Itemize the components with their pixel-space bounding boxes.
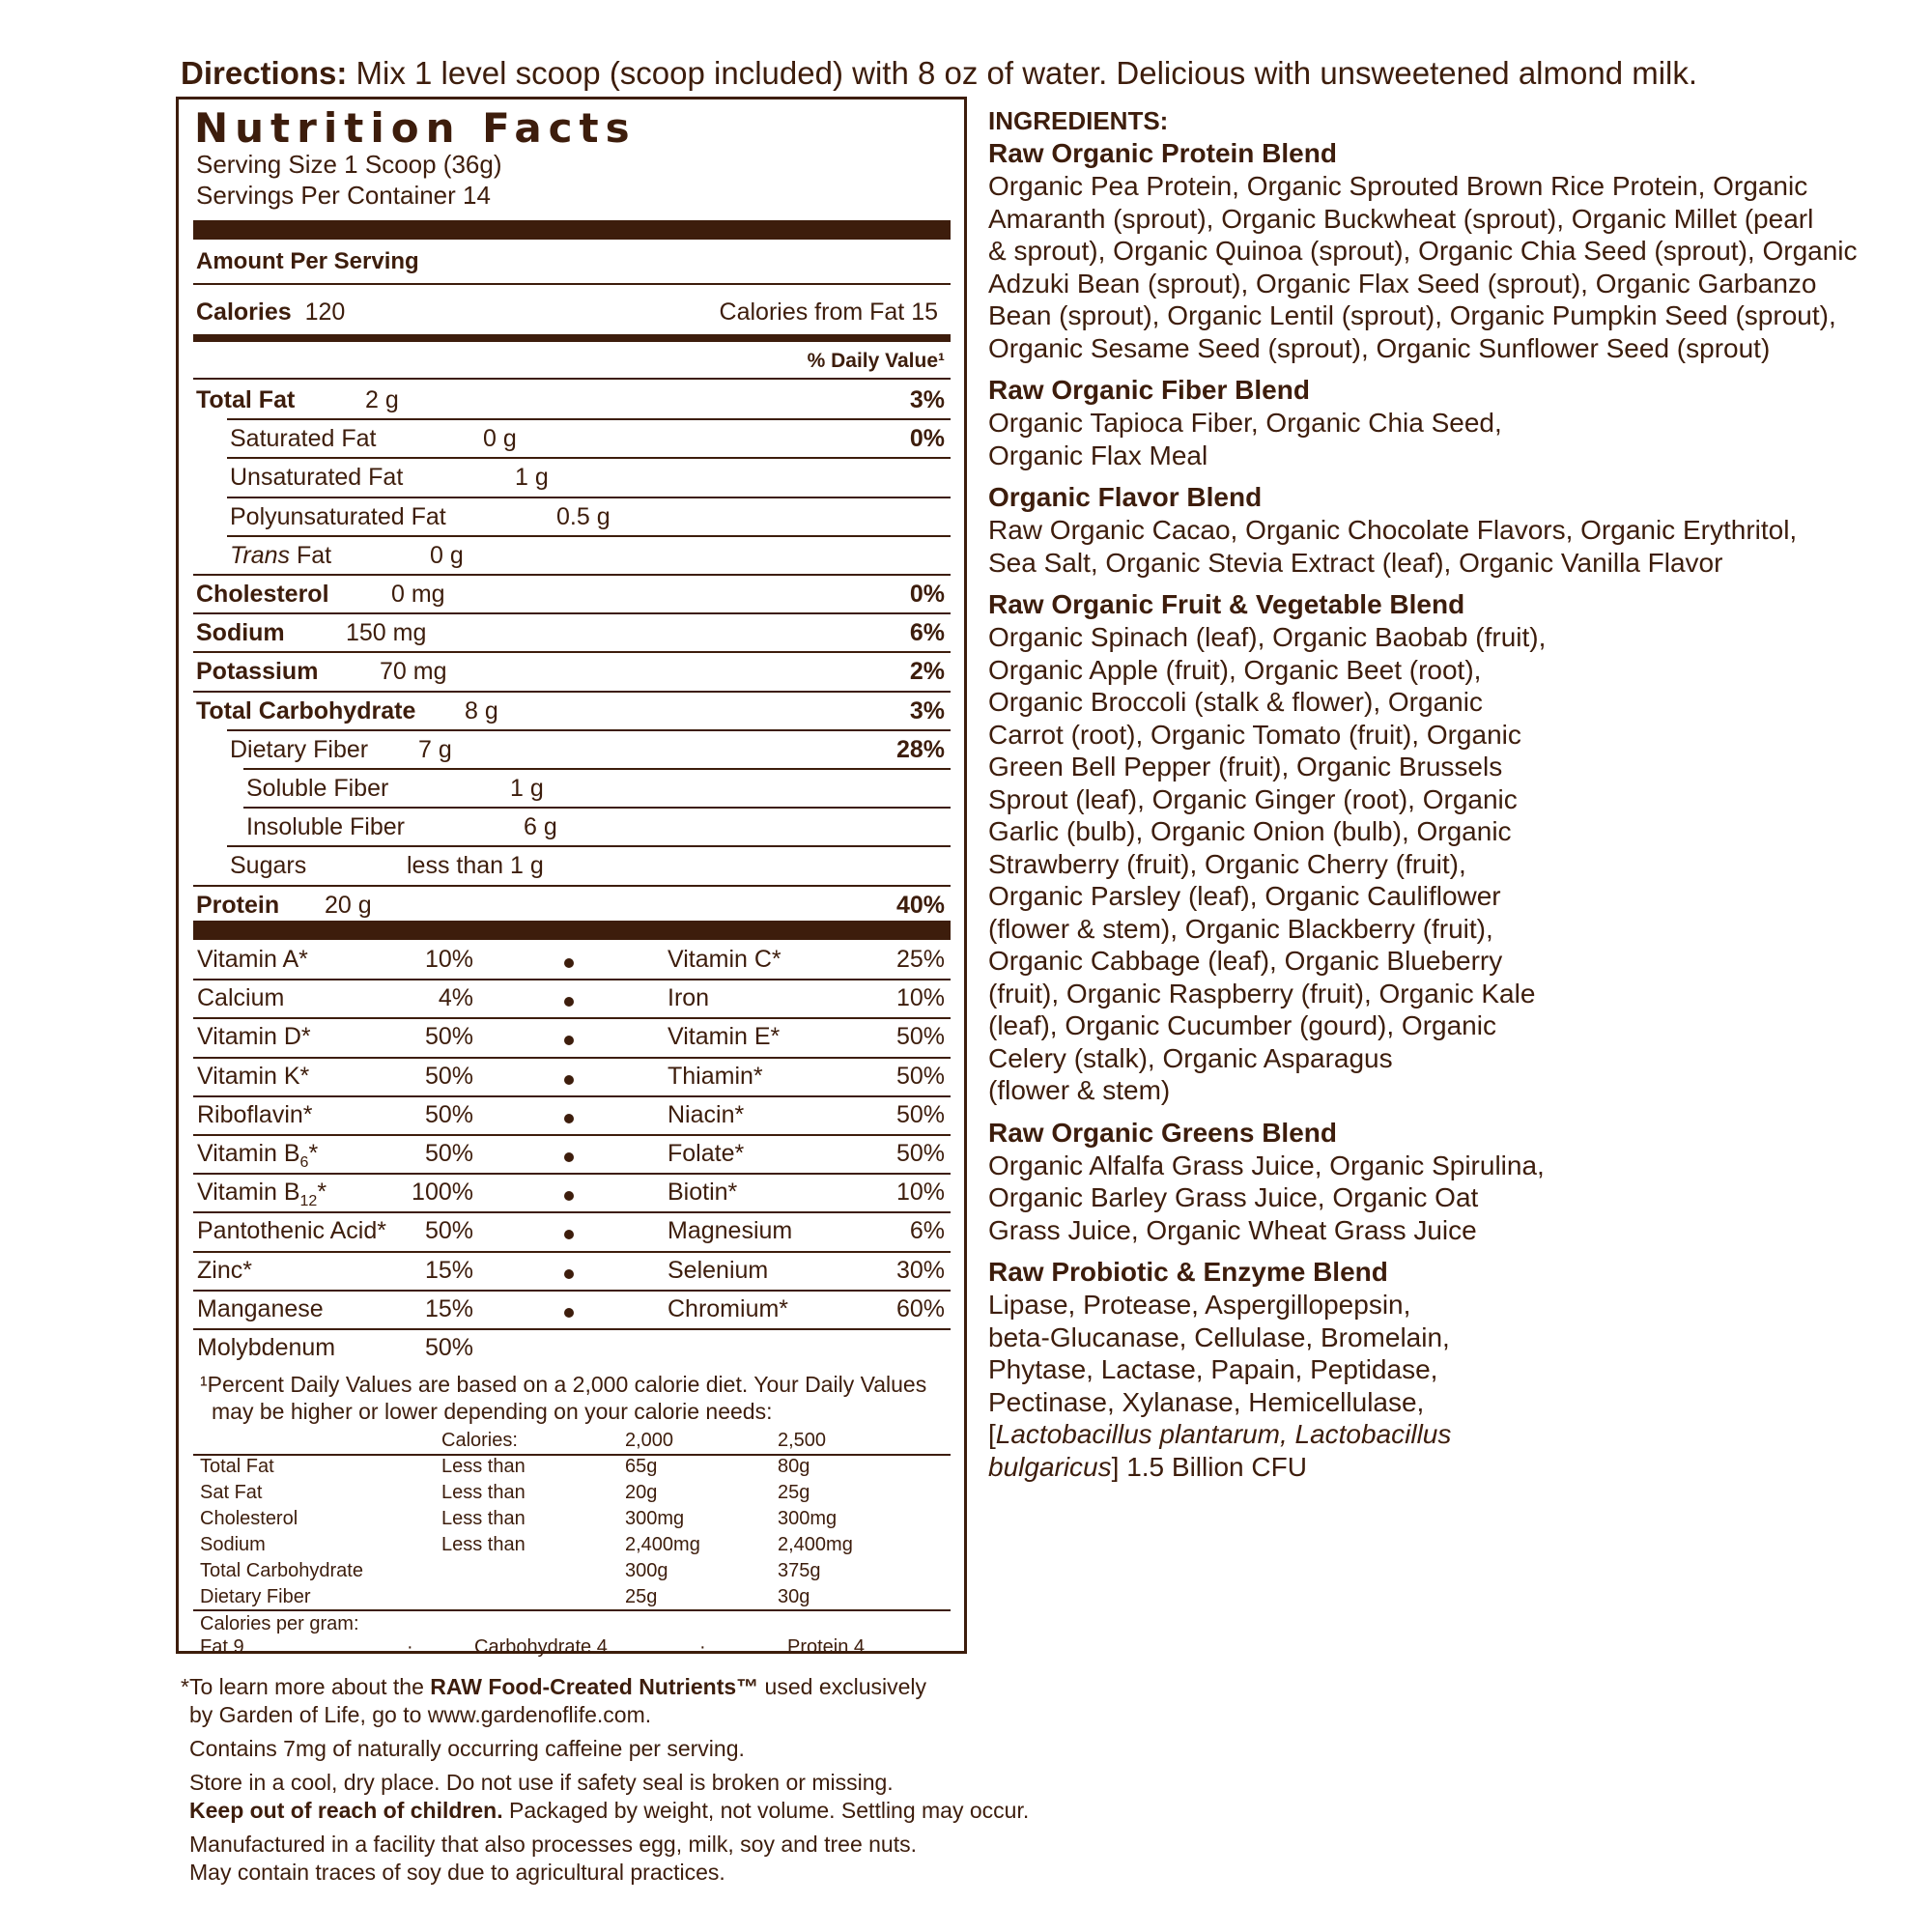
nutrient-daily-value: 0%: [909, 581, 945, 608]
nutrient-name: Potassium: [196, 658, 319, 686]
vitamin-asterisk: *: [317, 1179, 327, 1207]
vitamin-name-text: Molybdenum: [197, 1334, 336, 1361]
cpg-separator: ·: [699, 1636, 706, 1658]
ingredient-blend: [988, 481, 1916, 579]
vitamin-name: Folate*: [668, 1140, 745, 1167]
nutrient-label: [246, 811, 405, 842]
directions-line: [181, 54, 1900, 93]
vitamin-value: 100%: [412, 1179, 473, 1207]
divider: [193, 885, 951, 887]
bullet-dot: [564, 1230, 574, 1239]
nutrient-label: [230, 734, 368, 765]
bullet-dot: [564, 1036, 574, 1045]
vitamin-name-text: Riboflavin*: [197, 1100, 313, 1128]
raw-nutrients-note: [181, 1673, 1050, 1701]
vitamin-name: [197, 1255, 252, 1286]
vitamin-name: [197, 944, 308, 975]
divider: [193, 979, 951, 980]
vitamin-name-text: Vitamin D*: [197, 1023, 311, 1051]
vitamin-name: Magnesium: [668, 1217, 793, 1245]
storage-note: Store in a cool, dry place. Do not use if safety seal is broken or missing.: [189, 1770, 894, 1795]
vitamin-name-text: Vitamin A*: [197, 946, 308, 973]
blend-ingredients: Organic Spinach (leaf), Organic Baobab (fruit), Organic Apple (fruit), Organic Beet (root), Organic Broccoli (stalk & flower), Organic Carrot (root), Organic Tomato (fruit), Organic Green Bell Pepper (fruit), Organic Brussels Sprout (leaf), Organic Ginger (root), Organic Garlic (bulb), Organic Onion (bulb), Organic Strawberry (fruit), Organic Cherry (fruit), Organic Parsley (leaf), Organic Cauliflower (flower & stem), Organic Blackberry (fruit), Organic Cabbage (leaf), Organic Blueberry (fruit), Organic Raspberry (fruit), Organic Kale (leaf), Organic Cucumber (gourd), Organic Celery (stalk), Organic Asparagus (flower & stem): [988, 622, 1547, 1105]
nutrient-name: Unsaturated Fat: [230, 464, 404, 492]
ingredients-section: [988, 104, 1916, 1483]
nutrient-daily-value: 28%: [895, 735, 945, 763]
vitamin-name-text: Pantothenic Acid*: [197, 1217, 386, 1245]
dv-table-cell: Total Carbohydrate: [200, 1560, 363, 1581]
dv-table-header: 2,500: [778, 1430, 827, 1451]
caffeine-note: Contains 7mg of naturally occurring caffeine per serving.: [189, 1736, 745, 1761]
ingredients-title: INGREDIENTS:: [988, 106, 1169, 135]
blend-name: Raw Organic Protein Blend: [988, 138, 1337, 168]
nutrient-daily-value: 3%: [909, 696, 945, 724]
nutrient-label: [196, 656, 318, 687]
dv-table-cell: 80g: [778, 1456, 810, 1477]
cpg-carbohydrate: Carbohydrate 4: [474, 1636, 608, 1658]
vitamin-name: Chromium*: [668, 1294, 789, 1322]
dv-table-cell: Less than: [441, 1482, 526, 1503]
nutrient-amount: 0 g: [430, 541, 464, 569]
vitamin-name-text: Vitamin B: [197, 1140, 300, 1167]
nutrient-daily-value: 0%: [909, 425, 945, 453]
dv-table-header: Calories:: [441, 1430, 518, 1451]
vitamin-value: 50%: [424, 1062, 473, 1090]
divider: [193, 1290, 951, 1292]
nutrient-amount: 150 mg: [346, 619, 427, 647]
nutrient-label: [196, 384, 295, 415]
nutrient-name: Saturated Fat: [230, 425, 377, 453]
nutrient-name: Dietary Fiber: [230, 735, 369, 763]
vitamin-value: 50%: [424, 1100, 473, 1128]
vitamin-name: Thiamin*: [668, 1062, 763, 1090]
vitamin-value: 6%: [909, 1217, 945, 1245]
dv-table-cell: 25g: [778, 1482, 810, 1503]
nutrient-label: [230, 423, 376, 454]
divider: [193, 1211, 951, 1213]
thick-divider: [193, 220, 951, 240]
blend-ingredients: Organic Pea Protein, Organic Sprouted Brown Rice Protein, Organic Amaranth (sprout), Organic Buckwheat (sprout), Organic Millet (pearl & sprout), Organic Quinoa (sprout), Organic Chia Seed (sprout), Organic Adzuki Bean (sprout), Organic Flax Seed (sprout), Organic Garbanzo Bean (sprout), Organic Lentil (sprout), Organic Pumpkin Seed (sprout), Organic Sesame Seed (sprout), Organic Sunflower Seed (sprout): [988, 171, 1858, 363]
nutrient-amount: 0.5 g: [556, 502, 611, 530]
vitamin-name-text: Zinc*: [197, 1256, 252, 1284]
nutrient-label: [230, 462, 403, 493]
vitamin-value: 50%: [424, 1140, 473, 1167]
nutrient-label: [196, 579, 329, 610]
cpg-fat: Fat 9: [200, 1636, 244, 1658]
vitamin-value: 10%: [895, 1179, 945, 1207]
divider: [227, 845, 951, 847]
vitamin-value: 25%: [895, 946, 945, 973]
nutrient-amount: 1 g: [515, 464, 549, 492]
vitamin-value: 50%: [895, 1140, 945, 1167]
daily-value-header: % Daily Value¹: [807, 350, 945, 372]
allergen-note-2: May contain traces of soy due to agricultural practices.: [189, 1860, 725, 1885]
ingredient-blend: [988, 1117, 1916, 1247]
serving-size: Serving Size 1 Scoop (36g): [196, 150, 502, 179]
bullet-dot: [564, 958, 574, 968]
divider: [193, 283, 951, 285]
ingredient-blend: [988, 374, 1916, 471]
vitamin-name: Vitamin E*: [668, 1023, 781, 1051]
nutrient-amount: 8 g: [465, 696, 498, 724]
vitamin-name-text: Calcium: [197, 984, 285, 1012]
strain-names-1: Lactobacillus plantarum, Lactobacillus: [995, 1419, 1452, 1449]
bullet-dot: [564, 1075, 574, 1085]
calories-label: Calories: [196, 298, 292, 326]
vitamin-value: 50%: [895, 1062, 945, 1090]
bullet-dot: [564, 997, 574, 1007]
divider: [193, 1057, 951, 1059]
vitamin-value: 60%: [895, 1294, 945, 1322]
dv-table-cell: 30g: [778, 1586, 810, 1607]
divider: [193, 1095, 951, 1097]
nutrient-name-suffix: Fat: [290, 541, 332, 569]
ingredient-blend: [988, 588, 1916, 1107]
raw-note-line-2: by Garden of Life, go to www.gardenoflife.com.: [189, 1702, 652, 1727]
divider: [227, 729, 951, 731]
nutrient-name-italic: Trans: [230, 541, 291, 569]
keep-away-note: [181, 1797, 1050, 1825]
divider: [227, 535, 951, 537]
thick-divider: [193, 921, 951, 940]
bullet-dot: [564, 1114, 574, 1123]
vitamin-value: 50%: [895, 1100, 945, 1128]
divider: [243, 807, 951, 809]
dv-table-cell: 2,400mg: [625, 1534, 700, 1555]
vitamin-value: 50%: [895, 1023, 945, 1051]
divider: [193, 1173, 951, 1175]
dv-table-cell: 20g: [625, 1482, 658, 1503]
dv-table-cell: Less than: [441, 1508, 526, 1529]
bracket-open: [: [988, 1419, 996, 1449]
blend-list: [988, 137, 1916, 1418]
strain-names-2: bulgaricus: [988, 1451, 1112, 1482]
nutrient-amount: 0 g: [483, 425, 517, 453]
dv-table-cell: Cholesterol: [200, 1508, 298, 1529]
cpg-protein: Protein 4: [787, 1636, 866, 1658]
dv-table-cell: 2,400mg: [778, 1534, 853, 1555]
blend-name: Organic Flavor Blend: [988, 482, 1263, 512]
vitamin-name: Niacin*: [668, 1100, 745, 1128]
medium-divider: [193, 334, 951, 342]
vitamin-subscript: 6: [299, 1154, 309, 1171]
vitamin-name: Selenium: [668, 1256, 769, 1284]
bullet-dot: [564, 1269, 574, 1279]
raw-note-bold: RAW Food-Created Nutrients™: [430, 1674, 759, 1699]
vitamin-name: [197, 1061, 309, 1092]
vitamin-name: [197, 1215, 386, 1246]
amount-per-serving: Amount Per Serving: [196, 248, 419, 274]
divider: [243, 768, 951, 770]
cfu-count: ] 1.5 Billion CFU: [1111, 1451, 1307, 1482]
nutrient-name: [230, 542, 331, 569]
cpg-separator: ·: [407, 1636, 413, 1658]
nutrient-amount: less than 1 g: [407, 852, 544, 880]
raw-note-post: used exclusively: [758, 1674, 927, 1699]
nutrient-name: Protein: [196, 891, 280, 919]
vitamin-value: 15%: [424, 1294, 473, 1322]
dv-table-cell: 300mg: [778, 1508, 838, 1529]
vitamin-value: 10%: [895, 984, 945, 1012]
vitamin-value: 50%: [424, 1023, 473, 1051]
nutrient-name: Sodium: [196, 619, 285, 647]
keep-away-bold: Keep out of reach of children.: [189, 1798, 503, 1823]
dv-table-cell: Sodium: [200, 1534, 266, 1555]
dv-table-cell: Less than: [441, 1456, 526, 1477]
vitamin-name-text: Vitamin B: [197, 1179, 300, 1207]
divider: [193, 1328, 951, 1330]
nutrient-daily-value: 40%: [895, 891, 945, 919]
nutrient-label: [196, 617, 285, 648]
vitamin-value: 10%: [424, 946, 473, 973]
vitamin-name-text: Vitamin K*: [197, 1062, 310, 1090]
vitamin-name: [197, 1099, 313, 1130]
nutrient-amount: 1 g: [510, 775, 544, 802]
vitamin-name: Biotin*: [668, 1179, 738, 1207]
divider: [227, 497, 951, 498]
nutrient-amount: 0 mg: [391, 581, 445, 608]
nutrient-amount: 7 g: [418, 735, 452, 763]
blend-ingredients: Lipase, Protease, Aspergillopepsin, beta-Glucanase, Cellulase, Bromelain, Phytase, Lactase, Papain, Peptidase, Pectinase, Xylanase, Hemicellulase,: [988, 1290, 1450, 1417]
calories-row: [196, 297, 345, 327]
keep-away-rest: Packaged by weight, not volume. Settling may occur.: [502, 1798, 1030, 1823]
bullet-dot: [564, 1191, 574, 1201]
dv-table-cell: 375g: [778, 1560, 821, 1581]
blend-name: Raw Organic Fiber Blend: [988, 375, 1310, 405]
divider: [193, 691, 951, 693]
vitamin-name: [197, 982, 284, 1013]
vitamin-value: 50%: [424, 1217, 473, 1245]
vitamin-name: [197, 1293, 324, 1324]
calories-value: 120: [304, 298, 346, 326]
nutrient-name: Insoluble Fiber: [246, 813, 405, 841]
nutrient-amount: 6 g: [524, 813, 557, 841]
blend-name: Raw Organic Greens Blend: [988, 1117, 1337, 1148]
nutrient-name: Total Fat: [196, 386, 296, 413]
divider: [193, 574, 951, 576]
blend-ingredients: Organic Alfalfa Grass Juice, Organic Spirulina, Organic Barley Grass Juice, Organic Oat Grass Juice, Organic Wheat Grass Juice: [988, 1150, 1545, 1245]
servings-per-container: Servings Per Container 14: [196, 181, 491, 210]
vitamin-name: [197, 1021, 311, 1052]
vitamin-value: 4%: [438, 984, 473, 1012]
dv-table-cell: Less than: [441, 1534, 526, 1555]
dv-table-cell: Total Fat: [200, 1456, 274, 1477]
vitamin-name: [197, 1332, 335, 1363]
blend-name: Raw Probiotic & Enzyme Blend: [988, 1257, 1388, 1287]
divider: [193, 1251, 951, 1253]
raw-note-pre: *To learn more about the: [181, 1674, 431, 1699]
ingredient-blend: [988, 137, 1916, 364]
dv-table-cell: 65g: [625, 1456, 658, 1477]
ingredient-blend: [988, 1256, 1916, 1418]
nutrition-facts-title: Nutrition Facts: [194, 104, 637, 152]
nutrient-name: Soluble Fiber: [246, 775, 389, 802]
vitamin-name: Vitamin C*: [668, 946, 781, 973]
bullet-dot: [564, 1152, 574, 1162]
vitamin-subscript: 12: [299, 1193, 318, 1210]
divider: [193, 1134, 951, 1136]
directions-label: Directions:: [181, 55, 348, 91]
footnotes: [181, 1673, 1050, 1887]
nutrient-label: [196, 890, 279, 921]
blend-name: Raw Organic Fruit & Vegetable Blend: [988, 589, 1465, 619]
calories-per-gram: Calories per gram:: [200, 1613, 359, 1634]
blend-ingredients: Raw Organic Cacao, Organic Chocolate Flavors, Organic Erythritol, Sea Salt, Organic Stevia Extract (leaf), Organic Vanilla Flavor: [988, 515, 1798, 578]
dv-footnote-line-2: may be higher or lower depending on your calorie needs:: [212, 1399, 773, 1424]
allergen-note-1: Manufactured in a facility that also processes egg, milk, soy and tree nuts.: [189, 1832, 917, 1857]
nutrient-label: [230, 540, 331, 571]
calories-from-fat: Calories from Fat 15: [719, 298, 938, 326]
dv-table-cell: 300mg: [625, 1508, 685, 1529]
divider: [193, 378, 951, 380]
nutrient-amount: 2 g: [365, 386, 399, 413]
probiotic-strains: [988, 1418, 1916, 1483]
nutrient-name: Polyunsaturated Fat: [230, 502, 446, 530]
vitamin-value: 15%: [424, 1256, 473, 1284]
dv-table-cell: 300g: [625, 1560, 668, 1581]
divider: [193, 1454, 951, 1456]
nutrient-amount: 20 g: [325, 891, 372, 919]
nutrient-label: [196, 696, 415, 726]
dv-table-cell: Sat Fat: [200, 1482, 263, 1503]
vitamin-name: Iron: [668, 984, 710, 1012]
dv-table-cell: Dietary Fiber: [200, 1586, 311, 1607]
nutrient-name: Total Carbohydrate: [196, 696, 416, 724]
divider: [227, 457, 951, 459]
nutrition-facts-panel: [176, 97, 967, 1658]
vitamin-name-text: Manganese: [197, 1294, 324, 1322]
vitamin-value: 30%: [895, 1256, 945, 1284]
nutrient-name: Cholesterol: [196, 581, 329, 608]
blend-ingredients: Organic Tapioca Fiber, Organic Chia Seed, Organic Flax Meal: [988, 408, 1502, 470]
directions-text: Mix 1 level scoop (scoop included) with 8 oz of water. Delicious with unsweetened almond milk.: [347, 55, 1698, 91]
bullet-dot: [564, 1308, 574, 1318]
vitamin-asterisk: *: [308, 1140, 319, 1167]
nutrient-name: Sugars: [230, 852, 307, 880]
divider: [193, 651, 951, 653]
nutrient-label: [230, 850, 306, 881]
nutrient-daily-value: 6%: [909, 619, 945, 647]
nutrient-daily-value: 3%: [909, 386, 945, 413]
divider: [227, 418, 951, 420]
nutrient-label: [230, 501, 446, 532]
dv-table-header: 2,000: [625, 1430, 674, 1451]
nutrient-label: [246, 773, 388, 804]
vitamin-value: 50%: [424, 1334, 473, 1361]
dv-table-cell: 25g: [625, 1586, 658, 1607]
dv-footnote-line-1: ¹Percent Daily Values are based on a 2,000 calorie diet. Your Daily Values: [200, 1372, 927, 1397]
divider: [193, 612, 951, 614]
nutrient-amount: 70 mg: [380, 658, 447, 686]
divider: [193, 1017, 951, 1019]
nutrient-daily-value: 2%: [909, 658, 945, 686]
